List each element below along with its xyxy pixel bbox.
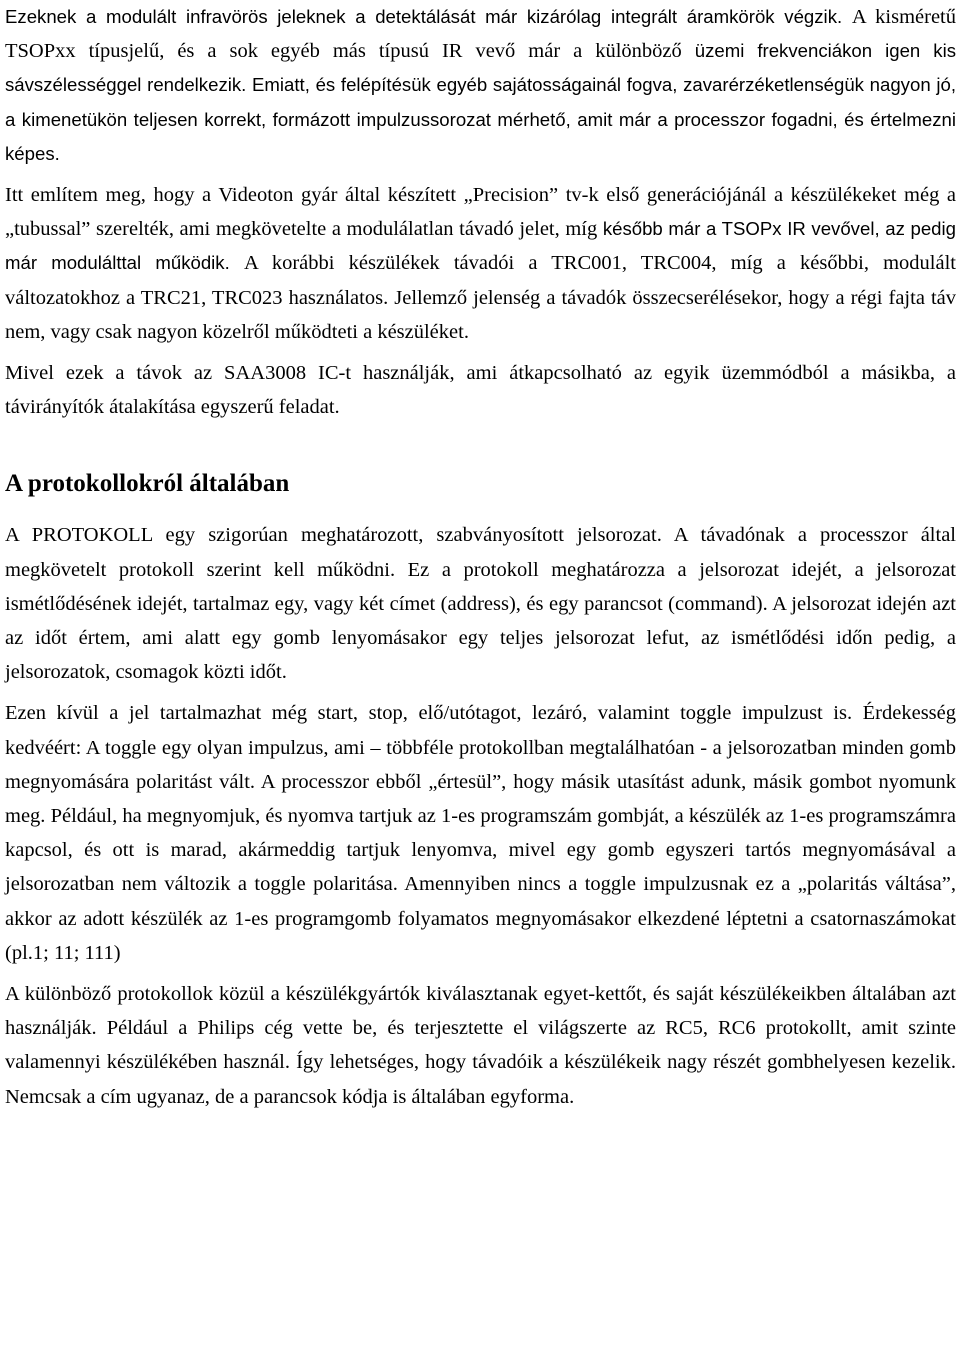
paragraph-manufacturer-protocols xyxy=(5,977,956,1114)
paragraph-text-run: később már a TSOPx IR vevővel, az pedig már modulálttal működik. xyxy=(5,218,956,274)
paragraph-text-run: A kisméretű TSOPxx típusjelű, és a sok egyéb más típusú IR vevő már a különböző xyxy=(5,6,956,63)
paragraph-text-run: Itt említem meg, hogy a Videoton gyár által készített „Precision” tv-k első generációjánál a készülékeket még a „tubussal” szerelték, ami megkövetelte a modulálatlan távadó jelet, míg xyxy=(5,184,956,241)
paragraph-text-run: A korábbi készülékek távadói a TRC001, TRC004, míg a későbbi, modulált változatokhoz a TRC21, TRC023 használatos. Jellemző jelenség a távadók összecserélésekor, hogy a régi fajta táv nem, vagy csak nagyon közelről működteti a készüléket. xyxy=(5,252,956,343)
document-page xyxy=(5,0,956,1114)
section-heading: A protokollokról általában xyxy=(5,470,290,498)
paragraph-ir-detection xyxy=(5,0,956,171)
paragraph-videoton-precision xyxy=(5,178,956,349)
paragraph-text-run: Ezeknek a modulált infravörös jeleknek a detektálását már kizárólag integrált áramkörök végzik. xyxy=(5,6,852,27)
paragraph-text-run: A különböző protokollok közül a készülékgyártók kiválasztanak egyet-kettőt, és saját készülékeikben általában azt használják. Például a Philips cég vette be, és terjesztette el világszerte az RC5, RC6 protokollt, amit szinte valamennyi készülékében használ. Így lehetséges, hogy távadóik a készülékeik nagy részét gombhelyesen kezelik. Nemcsak a cím ugyanaz, de a parancsok kódja is általában egyforma. xyxy=(5,983,956,1108)
paragraph-protocol-definition xyxy=(5,518,956,689)
paragraph-text-run: Mivel ezek a távok az SAA3008 IC-t használják, ami átkapcsolható az egyik üzemmódból a másikba, a távirányítók átalakítása egyszerű feladat. xyxy=(5,362,956,419)
paragraph-text-run: üzemi frekvenciákon igen kis sávszélességgel rendelkezik. Emiatt, és felépítésük egyéb sajátosságainál fogva, zavarérzéketlenségük nagyon jó, a kimenetükön teljesen korrekt, formázott impulzussorozat mérhető, amit már a processzor fogadni, és értelmezni képes. xyxy=(5,40,957,164)
paragraph-text-run: A PROTOKOLL egy szigorúan meghatározott, szabványosított jelsorozat. A távadónak a processzor által megkövetelt protokoll szerint kell működni. Ez a protokoll meghatározza a jelsorozat idejét, a jelsorozat ismétlődésének idejét, tartalmaz egy, vagy két címet (address), és egy parancsot (command). A jelsorozat idején azt az időt értem, ami alatt egy gomb lenyomásakor egy teljes jelsorozat lefut, az ismétlődési időn pedig, a jelsorozatok, csomagok közti időt. xyxy=(5,524,956,684)
paragraph-toggle-impulse xyxy=(5,696,956,970)
paragraph-text-run: Ezen kívül a jel tartalmazhat még start, stop, elő/utótagot, lezáró, valamint toggle impulzust is. Érdekesség kedvéért: A toggle egy olyan impulzus, ami – többféle protokollban megtalálhatóan - a jelsorozatban minden gomb megnyomására polaritást vált. A processzor ebből „értesül”, hogy másik utasítást adunk, másik gombot nyomunk meg. Például, ha megnyomjuk, és nyomva tartjuk az 1-es programszám gombját, a készülék az 1-es programszámra kapcsol, és ott is marad, akármeddig tartjuk lenyomva, mivel egy gomb egyszeri tartós megnyomásával a jelsorozatban nem változik a toggle polaritása. Amennyiben nincs a toggle impulzusnak ez a „polaritás váltása”, akkor az adott készülék az 1-es programgomb folyamatos megnyomásakor elkezdené léptetni a csatornaszámokat (pl.1; 11; 111) xyxy=(5,702,956,964)
paragraph-saa3008 xyxy=(5,356,956,424)
